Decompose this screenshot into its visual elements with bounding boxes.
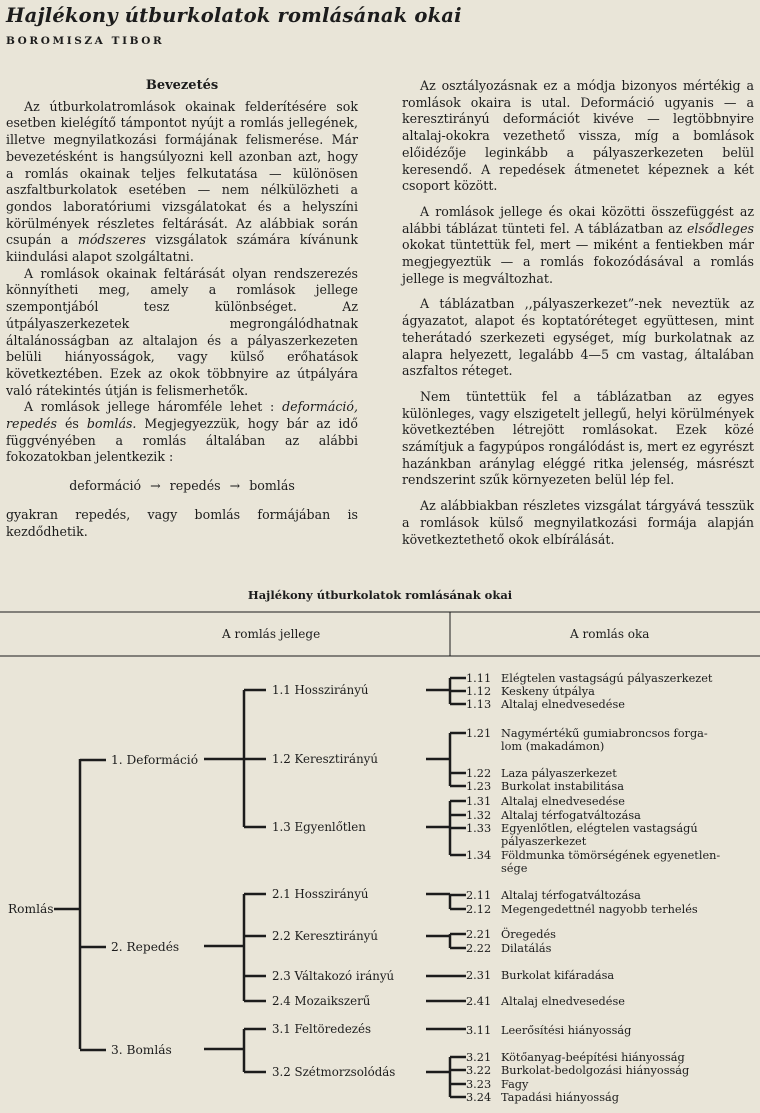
cause-number: 1.22 xyxy=(466,767,492,780)
cause-text: Laza pályaszerkezet xyxy=(501,767,617,780)
intro-heading: Bevezetés xyxy=(145,78,219,93)
cause-text: Tapadási hiányosság xyxy=(501,1091,619,1104)
sub-label: 1.1 Hosszirányú xyxy=(272,683,369,697)
formula-term: repedés xyxy=(169,478,221,494)
cause-number: 1.34 xyxy=(466,849,492,862)
cause-number: 3.23 xyxy=(466,1078,492,1091)
cause-number: 2.41 xyxy=(466,995,492,1008)
cause-text: Nagymértékű gumiabroncsos forga- xyxy=(501,727,708,740)
cause-text: sége xyxy=(501,862,528,875)
group-label: 2. Repedés xyxy=(111,940,180,954)
cause-text: Megengedettnél nagyobb terhelés xyxy=(501,903,698,916)
cause-text: pályaszerkezet xyxy=(501,835,587,848)
cause-text: Altalaj elnedvesedése xyxy=(501,698,625,711)
article-title: Hajlékony útburkolatok romlásának okai xyxy=(6,4,462,27)
table-title: Hajlékony útburkolatok romlásának okai xyxy=(247,588,513,602)
cause-number: 1.31 xyxy=(466,795,492,808)
cause-number: 1.11 xyxy=(466,672,492,685)
cause-number: 1.21 xyxy=(466,727,492,740)
cause-text: Kötőanyag-beépítési hiányosság xyxy=(501,1051,685,1064)
sub-label: 1.3 Egyenlőtlen xyxy=(272,820,366,834)
paragraph: Az útburkolatromlások okainak felderítésére sok esetben kielégítő támpontot nyújt a romlás jellegének, illetve megnyilatkozási formájának felismerése. Már bevezetésként is hangsúlyozni kell azonban azt, hogy a romlás okainak teljes felkutatása — különösen aszfaltburkolatok esetében — nem nélkülözheti a gondos laboratóriumi vizsgálatokat és a helyszíni körülmények részletes feltárását. Az alábbiak során csupán a módszeres vizsgálatok számára kívánunk kiindulási alapot szolgáltatni. xyxy=(6,98,358,265)
cause-number: 3.24 xyxy=(466,1091,492,1104)
paragraph: gyakran repedés, vagy bomlás formájában is kezdődhetik. xyxy=(6,506,358,539)
paragraph: A romlások jellege háromféle lehet : deformáció, repedés és bomlás. Megjegyezzük, hogy bár az idő függvényében a romlás általában az alábbi fokozatokban jelentkezik : xyxy=(6,399,358,465)
paragraph: A romlások okainak feltárását olyan rendszerezés könnyítheti meg, amely a romlások jellege szempontjából tesz különbséget. Az útpályaszerkezetek megrongálódhatnak általánosságban az altalajon és a pályaszerkezeten belüli hiányosságok, vagy külső erőhatások következtében. Ezek az okok többnyire az útpályára való rátekintés útján is felismerhetők. xyxy=(6,265,358,398)
sub-label: 2.2 Keresztirányú xyxy=(272,929,378,943)
cause-number: 1.33 xyxy=(466,822,492,835)
cause-text: lom (makadámon) xyxy=(501,740,605,753)
formula-term: deformáció xyxy=(69,478,142,494)
group-label: 1. Deformáció xyxy=(111,753,199,767)
cause-text: Fagy xyxy=(501,1078,529,1091)
cause-text: Dilatálás xyxy=(501,942,552,955)
sub-label: 2.3 Váltakozó irányú xyxy=(272,969,395,983)
cause-number: 1.12 xyxy=(466,685,492,698)
cause-text: Leerősítési hiányosság xyxy=(501,1024,632,1037)
paragraph: Az osztályozásnak ez a módja bizonyos mértékig a romlások okaira is utal. Deformáció ugyanis — a keresztirányú deformációt kivéve — legtöbbnyire altalaj-okokra vezethető vissza, míg a bomlások előidézője leginkább a pályaszerkezeten belül keresendő. A repedések átmenetet képeznek a két csoport között. xyxy=(402,78,754,194)
cause-text: Elégtelen vastagságú pályaszerkezet xyxy=(501,672,713,685)
author-name: BOROMISZA TIBOR xyxy=(6,35,165,47)
cause-text: Altalaj térfogatváltozása xyxy=(501,889,641,902)
paragraph: A táblázatban ,,pályaszerkezet”-nek neveztük az ágyazatot, alapot és koptatóréteget együttesen, mint teherátadó szerkezeti egységet, míg burkolatnak az alapra helyezett, legalább 4—5 cm vastag, általában aszfaltos réteget. xyxy=(402,296,754,379)
tree-root-label: Romlás xyxy=(8,902,54,916)
cause-text: Altalaj elnedvesedése xyxy=(501,995,625,1008)
cause-text: Öregedés xyxy=(501,928,556,941)
cause-number: 1.13 xyxy=(466,698,492,711)
cause-text: Altalaj térfogatváltozása xyxy=(501,809,641,822)
header-right: A romlás oka xyxy=(570,627,650,641)
header-left: A romlás jellege xyxy=(222,627,321,641)
cause-text: Földmunka tömörségének egyenetlen- xyxy=(501,849,721,862)
cause-number: 3.11 xyxy=(466,1024,492,1037)
cause-number: 2.21 xyxy=(466,928,492,941)
cause-text: Burkolat kifáradása xyxy=(501,969,615,982)
group-label: 3. Bomlás xyxy=(111,1043,172,1057)
cause-number: 2.11 xyxy=(466,889,492,902)
cause-number: 3.21 xyxy=(466,1051,492,1064)
paragraph: Az alábbiakban részletes vizsgálat tárgyává tesszük a romlások külső megnyilatkozási formája alapján következtethető okok elbírálását. xyxy=(402,498,754,547)
cause-text: Egyenlőtlen, elégtelen vastagságú xyxy=(501,822,698,835)
sub-label: 2.1 Hosszirányú xyxy=(272,887,369,901)
cause-text: Burkolat instabilitása xyxy=(501,780,624,793)
cause-number: 1.32 xyxy=(466,809,492,822)
sub-label: 1.2 Keresztirányú xyxy=(272,752,378,766)
sub-label: 2.4 Mozaikszerű xyxy=(272,994,371,1008)
paragraph: Nem tüntettük fel a táblázatban az egyes különleges, vagy elszigetelt jellegű, helyi körülmények következtében létrejött romlásokat. Ezek közé számítjuk a fagypúpos rongálódást is, mert ez egyrészt hazánkban aránylag eléggé ritka jelenség, másrészt rendszerint szűk környezeten belül lép fel. xyxy=(402,388,754,488)
cause-number: 3.22 xyxy=(466,1064,492,1077)
cause-number: 1.23 xyxy=(466,780,492,793)
cause-text: Keskeny útpálya xyxy=(501,685,595,698)
sub-label: 3.1 Feltöredezés xyxy=(272,1022,372,1036)
cause-number: 2.12 xyxy=(466,903,492,916)
formula-term: bomlás xyxy=(249,478,295,494)
arrow-icon: → xyxy=(150,478,161,494)
cause-number: 2.31 xyxy=(466,969,492,982)
arrow-icon: → xyxy=(229,478,241,494)
sub-label: 3.2 Szétmorzsolódás xyxy=(272,1065,396,1079)
cause-number: 2.22 xyxy=(466,942,492,955)
cause-text: Burkolat-bedolgozási hiányosság xyxy=(501,1064,690,1077)
paragraph: A romlások jellege és okai közötti összefüggést az alábbi táblázat tünteti fel. A táblázatban az elsődleges okokat tüntettük fel, mert — miként a fentiekben már megjegyeztük — a romlás fokozódásával a romlás jellege is megváltozhat. xyxy=(402,203,754,286)
cause-text: Altalaj elnedvesedése xyxy=(501,795,625,808)
